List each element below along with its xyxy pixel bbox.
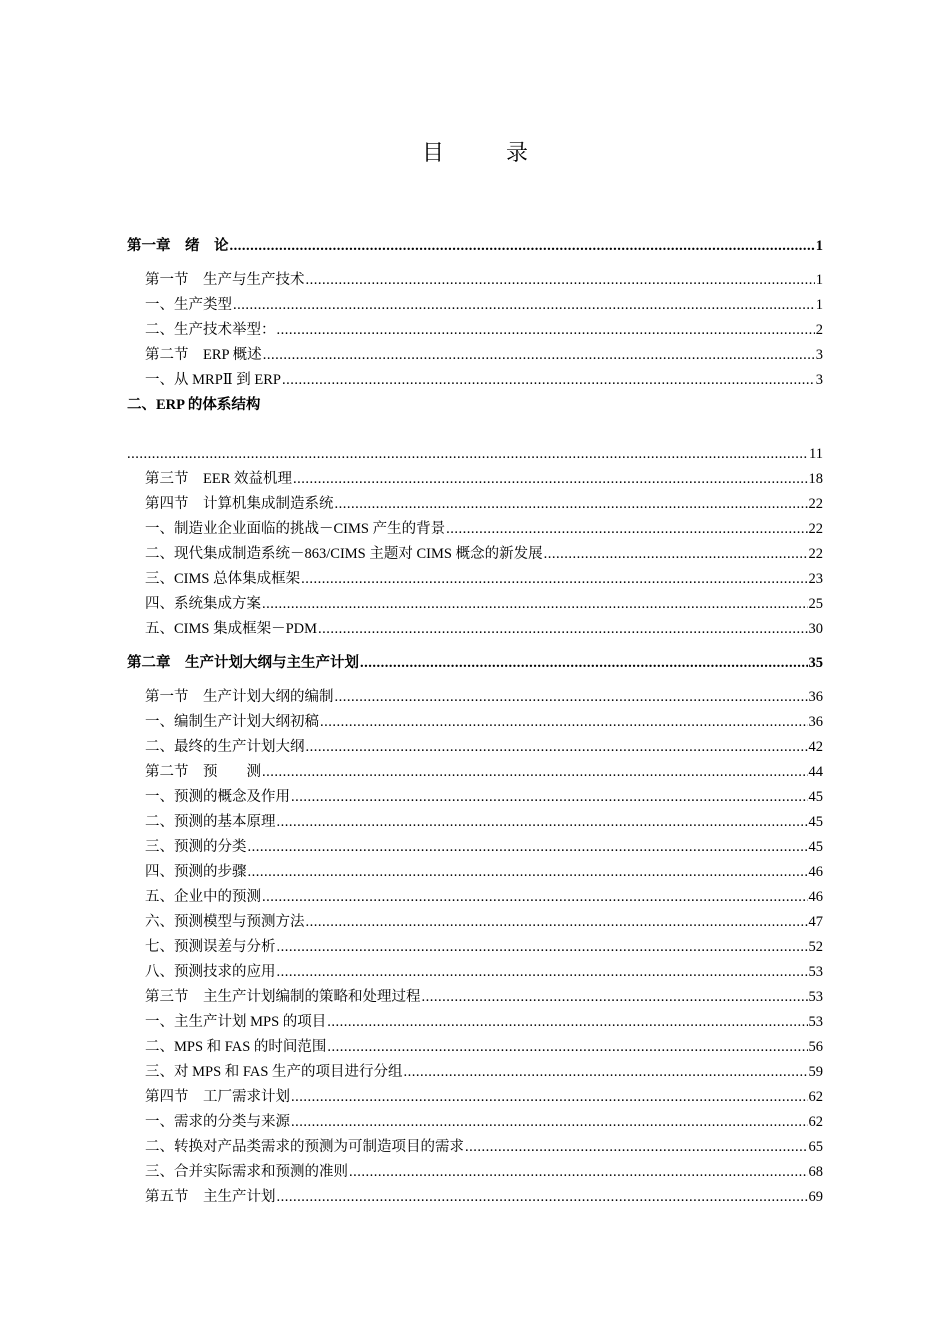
- toc-entry[interactable]: 五、企业中的预测 ..... 46: [127, 887, 823, 907]
- toc-entry[interactable]: 第四节 计算机集成制造系统 ..... 22: [127, 494, 823, 514]
- toc-entry[interactable]: 一、从 MRPⅡ 到 ERP ..... 3: [127, 370, 823, 390]
- toc-entry[interactable]: 一、预测的概念及作用 ..... 45: [127, 787, 823, 807]
- toc-heading-erp[interactable]: 二、ERP 的体系结构: [127, 397, 261, 413]
- toc-entry[interactable]: 第二节 预 测 ..... 44: [127, 762, 823, 782]
- toc-entry[interactable]: 第二节 ERP 概述 ..... 3: [127, 345, 823, 365]
- toc-entry[interactable]: 五、CIMS 集成框架－PDM ..... 30: [127, 619, 823, 639]
- title-char-left: 目: [421, 140, 444, 165]
- toc-entry[interactable]: 三、CIMS 总体集成框架 ..... 23: [127, 569, 823, 589]
- toc-entry[interactable]: 六、预测模型与预测方法 ..... 47: [127, 912, 823, 932]
- toc-entry[interactable]: 八、预测技求的应用 ..... 53: [127, 962, 823, 982]
- toc-chapter-1[interactable]: 第一章 绪 论 ..... 1: [127, 236, 823, 256]
- toc-entry[interactable]: 二、MPS 和 FAS 的时间范围 ..... 56: [127, 1037, 823, 1057]
- toc-entry[interactable]: 三、预测的分类 ..... 45: [127, 837, 823, 857]
- toc-entry[interactable]: 一、生产类型 ..... 1: [127, 295, 823, 315]
- toc-entry[interactable]: 第五节 主生产计划 ..... 69: [127, 1187, 823, 1207]
- toc-entry[interactable]: 四、预测的步骤 ..... 46: [127, 862, 823, 882]
- toc-entry[interactable]: 一、制造业企业面临的挑战－CIMS 产生的背景 ..... 22: [127, 519, 823, 539]
- title-char-right: 录: [506, 140, 529, 165]
- toc-entry[interactable]: 一、需求的分类与来源 ..... 62: [127, 1112, 823, 1132]
- toc-chapter-2[interactable]: 第二章 生产计划大纲与主生产计划 ..... 35: [127, 653, 823, 673]
- toc-entry[interactable]: 第一节 生产与生产技术 ..... 1: [127, 270, 823, 290]
- toc-entry[interactable]: 三、对 MPS 和 FAS 生产的项目进行分组 ..... 59: [127, 1062, 823, 1082]
- toc-entry[interactable]: 二、现代集成制造系统－863/CIMS 主题对 CIMS 概念的新发展 ..... 22: [127, 544, 823, 564]
- toc-entry[interactable]: 二、最终的生产计划大纲 ..... 42: [127, 737, 823, 757]
- toc-entry[interactable]: 二、转换对产品类需求的预测为可制造项目的需求 ..... 65: [127, 1137, 823, 1157]
- page-title: [0, 136, 950, 167]
- toc-entry[interactable]: 四、系统集成方案 ..... 25: [127, 594, 823, 614]
- toc-entry[interactable]: 第四节 工厂需求计划 ..... 62: [127, 1087, 823, 1107]
- toc-entry[interactable]: 二、生产技术举型： ..... 2: [127, 320, 823, 340]
- toc-entry[interactable]: 三、合并实际需求和预测的准则 ..... 68: [127, 1162, 823, 1182]
- toc-entry[interactable]: 二、预测的基本原理 ..... 45: [127, 812, 823, 832]
- toc-entry[interactable]: 七、预测误差与分析 ..... 52: [127, 937, 823, 957]
- toc-entry[interactable]: 一、编制生产计划大纲初稿 ..... 36: [127, 712, 823, 732]
- toc-entry[interactable]: 第三节 主生产计划编制的策略和处理过程 ..... 53: [127, 987, 823, 1007]
- toc-entry[interactable]: 第三节 EER 效益机理 ..... 18: [127, 469, 823, 489]
- toc-entry[interactable]: 第一节 生产计划大纲的编制 ..... 36: [127, 687, 823, 707]
- toc-entry[interactable]: 一、主生产计划 MPS 的项目 ..... 53: [127, 1012, 823, 1032]
- toc-entry-continuation[interactable]: ..... 11: [127, 444, 823, 464]
